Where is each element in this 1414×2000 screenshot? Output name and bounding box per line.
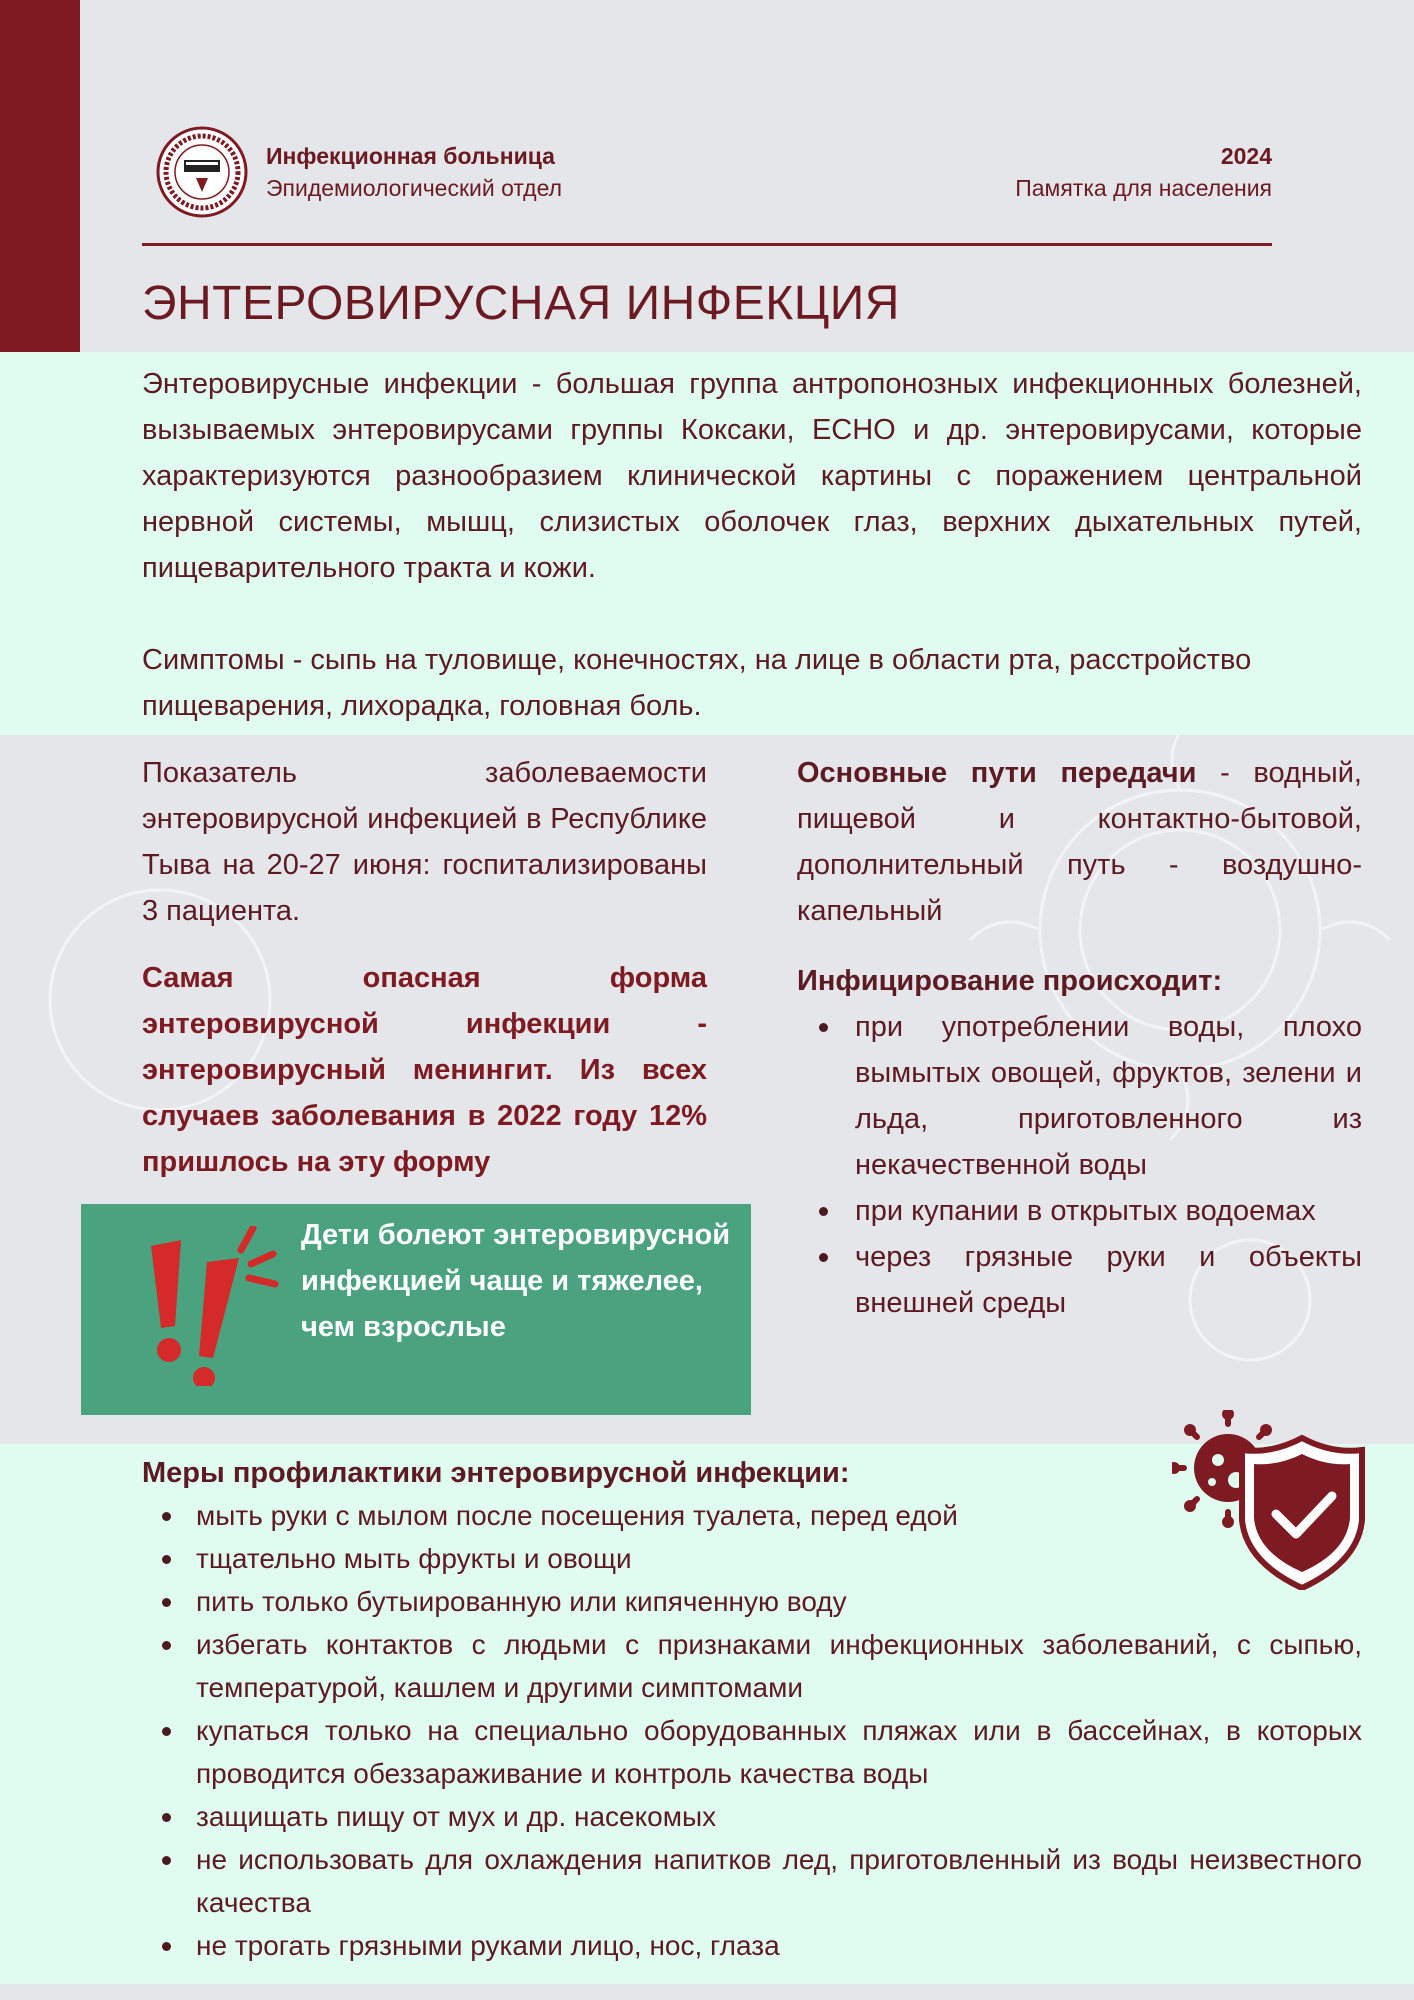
infection-heading: Инфицирование происходит: xyxy=(797,965,1223,997)
header-divider xyxy=(142,243,1272,246)
list-item: не использовать для охлаждения напитков лед, приготовленный из воды неизвестного качества xyxy=(142,1838,1362,1924)
list-item: пить только бутыированную или кипяченную воду xyxy=(142,1580,1362,1623)
side-accent-bar xyxy=(0,0,80,352)
exclamation-alert-icon xyxy=(141,1226,291,1386)
department: Эпидемиологический отдел xyxy=(266,175,563,201)
danger-paragraph: Самая опасная форма энтеровирусной инфекции - энтеровирусный менингит. Из всех случаев заболевания в 2022 году 12% пришлось на эту форму xyxy=(142,962,707,1178)
list-item: защищать пищу от мух и др. насекомых xyxy=(142,1795,1362,1838)
intro-paragraph: Энтеровирусные инфекции - большая группа антропонозных инфекционных болезней, вызываемых энтеровирусами группы Коксаки, ECHO и др. энтеровирусами, которые характеризуются разнообразием клинической картины с поражением центральной нервной системы, мышц, слизистых оболочек глаз, верхних дыхательных путей, пищеварительного тракта и кожи. xyxy=(142,368,1362,584)
routes-text: - водный, пищевой и контактно-бытовой, дополнительный путь - воздушно-капельный xyxy=(797,757,1362,927)
org-block xyxy=(266,140,562,204)
list-item: избегать контактов с людьми с признаками инфекционных заболеваний, с сыпью, температурой, кашлем и другими симптомами xyxy=(142,1623,1362,1709)
statistics-paragraph: Показатель заболеваемости энтеровирусной инфекцией в Республике Тыва на 20-27 июня: госпитализированы 3 пациента. xyxy=(142,757,707,927)
page-title: ЭНТЕРОВИРУСНАЯ ИНФЕКЦИЯ xyxy=(142,277,900,330)
children-callout xyxy=(81,1204,751,1415)
year-block xyxy=(1015,140,1272,204)
list-item: через грязные руки и объекты внешней среды xyxy=(797,1234,1362,1326)
list-item: при употреблении воды, плохо вымытых овощей, фруктов, зелени и льда, приготовленного из некачественной воды xyxy=(797,1004,1362,1188)
transmission-routes xyxy=(797,750,1362,934)
year: 2024 xyxy=(1220,143,1272,169)
symptoms-paragraph: Симптомы - сыпь на туловище, конечностях, на лице в области рта, расстройство пищеварения, лихорадка, головная боль. xyxy=(142,644,1252,722)
org-name: Инфекционная больница xyxy=(266,143,555,169)
routes-label: Основные пути передачи xyxy=(797,757,1197,789)
prevention-heading: Меры профилактики энтеровирусной инфекции: xyxy=(142,1457,850,1489)
hospital-logo xyxy=(156,126,248,218)
list-item: при купании в открытых водоемах xyxy=(797,1188,1362,1234)
list-item: тщательно мыть фрукты и овощи xyxy=(142,1537,1362,1580)
list-item: купаться только на специально оборудованных пляжах или в бассейнах, в которых проводится обеззараживание и контроль качества воды xyxy=(142,1709,1362,1795)
callout-text: Дети болеют энтеровирусной инфекцией чаще и тяжелее, чем взрослые xyxy=(301,1219,731,1343)
shield-check-icon xyxy=(1172,1410,1372,1590)
infection-list xyxy=(797,1004,1362,1326)
list-item: мыть руки с мылом после посещения туалета, перед едой xyxy=(142,1494,1362,1537)
list-item: не трогать грязными руками лицо, нос, глаза xyxy=(142,1924,1362,1967)
doc-type: Памятка для населения xyxy=(1015,175,1272,201)
